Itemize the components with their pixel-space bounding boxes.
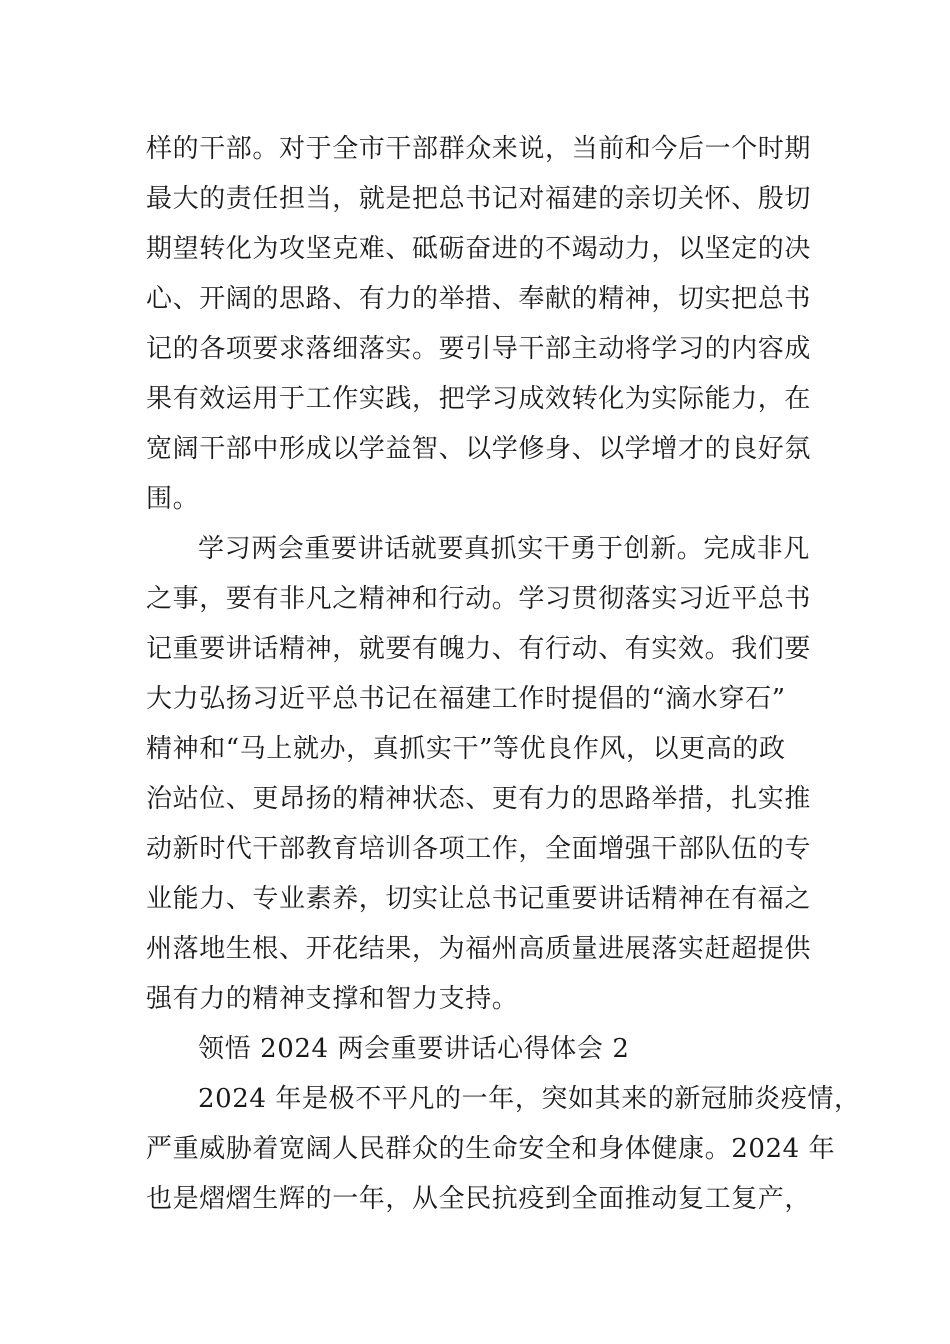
text-line: 动新时代干部教育培训各项工作，全面增强干部队伍的专: [146, 834, 812, 864]
text-line: 记的各项要求落细落实。要引导干部主动将学习的内容成: [146, 334, 812, 364]
text-line: 最大的责任担当，就是把总书记对福建的亲切关怀、殷切: [146, 184, 812, 214]
text-line: 心、开阔的思路、有力的举措、奉献的精神，切实把总书: [146, 284, 812, 314]
text-line: 大力弘扬习近平总书记在福建工作时提倡的“滴水穿石”: [146, 684, 786, 714]
text-line: 样的干部。对于全市干部群众来说，当前和今后一个时期: [146, 134, 812, 164]
text-line: 记重要讲话精神，就要有魄力、有行动、有实效。我们要: [146, 634, 812, 664]
text-line: 2024 年是极不平凡的一年，突如其来的新冠肺炎疫情，: [198, 1084, 861, 1114]
text-line: 精神和“马上就办，真抓实干”等优良作风，以更高的政: [146, 734, 786, 764]
text-line: 州落地生根、开花结果，为福州高质量进展落实赶超提供: [146, 934, 812, 964]
text-line: 治站位、更昂扬的精神状态、更有力的思路举措，扎实推: [146, 784, 812, 814]
text-line: 果有效运用于工作实践，把学习成效转化为实际能力，在: [146, 384, 812, 414]
text-line: 宽阔干部中形成以学益智、以学修身、以学增才的良好氛: [146, 434, 812, 464]
section-heading: 领悟 2024 两会重要讲话心得体会 2: [198, 1034, 630, 1064]
text-line: 强有力的精神支撑和智力支持。: [146, 984, 519, 1014]
text-line: 业能力、专业素养，切实让总书记重要讲话精神在有福之: [146, 884, 812, 914]
text-line: 之事，要有非凡之精神和行动。学习贯彻落实习近平总书: [146, 584, 812, 614]
text-line: 学习两会重要讲话就要真抓实干勇于创新。完成非凡: [198, 534, 810, 564]
text-line: 也是熠熠生辉的一年，从全民抗疫到全面推动复工复产，: [146, 1184, 812, 1214]
text-line: 严重威胁着宽阔人民群众的生命安全和身体健康。2024 年: [146, 1134, 836, 1164]
text-line: 期望转化为攻坚克难、砥砺奋进的不竭动力，以坚定的决: [146, 234, 812, 264]
text-line: 围。: [146, 484, 200, 514]
